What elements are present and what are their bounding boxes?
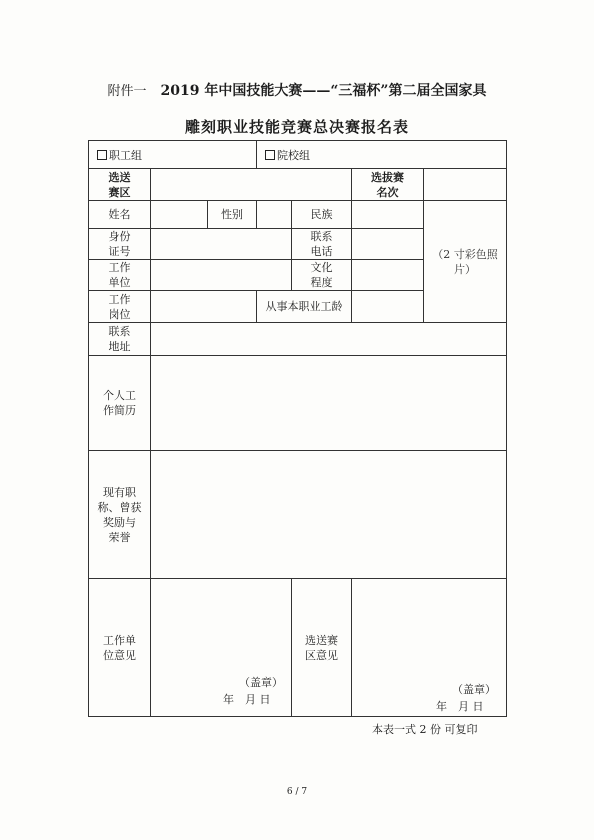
work-unit-field[interactable] — [151, 260, 292, 291]
group-school-cell — [257, 141, 507, 169]
ethnicity-label: 民族 — [292, 201, 352, 229]
school-checkbox[interactable] — [265, 150, 275, 160]
group-worker-label: 职工组 — [109, 148, 142, 162]
years-field[interactable] — [352, 291, 424, 323]
unit-opinion-field[interactable] — [151, 579, 292, 717]
title-text-1: 2019 年中国技能大赛——“三福杯”第二届全国家具 — [160, 83, 487, 99]
honors-field[interactable] — [151, 451, 507, 579]
id-label: 身份 证号 — [89, 229, 151, 260]
resume-label: 个人工 作简历 — [89, 356, 151, 451]
ethnicity-field[interactable] — [352, 201, 424, 229]
photo-box: （2 寸彩色照 片） — [424, 201, 507, 323]
work-unit-label: 工作 单位 — [89, 260, 151, 291]
worker-checkbox[interactable] — [97, 150, 107, 160]
region-opinion-label: 选送赛 区意见 — [292, 579, 352, 717]
footer-note: 本表一式 2 份 可复印 — [372, 723, 478, 736]
region-label: 选送 赛区 — [89, 169, 151, 201]
education-field[interactable] — [352, 260, 424, 291]
registration-form — [88, 140, 507, 717]
unit-date: 年 月 日 — [223, 693, 271, 706]
gender-field[interactable] — [257, 201, 292, 229]
page-number: 6 / 7 — [286, 787, 308, 797]
phone-field[interactable] — [352, 229, 424, 260]
gender-label: 性别 — [208, 201, 257, 229]
region-stamp: （盖章） — [452, 683, 496, 696]
title-line-2: 雕刻职业技能竞赛总决赛报名表 — [184, 118, 409, 136]
group-school-label: 院校组 — [277, 148, 310, 162]
id-field[interactable] — [151, 229, 292, 260]
rank-label: 选拔赛 名次 — [352, 169, 424, 201]
address-label: 联系 地址 — [89, 323, 151, 356]
name-field[interactable] — [151, 201, 208, 229]
region-date: 年 月 日 — [436, 700, 484, 713]
years-label: 从事本职业工龄 — [257, 291, 352, 323]
unit-stamp: （盖章） — [239, 676, 283, 689]
education-label: 文化 程度 — [292, 260, 352, 291]
region-field[interactable] — [151, 169, 352, 201]
phone-label: 联系 电话 — [292, 229, 352, 260]
title-line-1 — [0, 80, 594, 100]
position-field[interactable] — [151, 291, 257, 323]
resume-field[interactable] — [151, 356, 507, 451]
name-label: 姓名 — [89, 201, 151, 229]
honors-label: 现有职 称、曾获 奖励与 荣誉 — [89, 451, 151, 579]
address-field[interactable] — [151, 323, 507, 356]
position-label: 工作 岗位 — [89, 291, 151, 323]
attachment-label: 附件一 — [107, 84, 147, 99]
unit-opinion-label: 工作单 位意见 — [89, 579, 151, 717]
group-worker-cell — [89, 141, 257, 169]
rank-field[interactable] — [424, 169, 507, 201]
region-opinion-field[interactable] — [352, 579, 507, 717]
